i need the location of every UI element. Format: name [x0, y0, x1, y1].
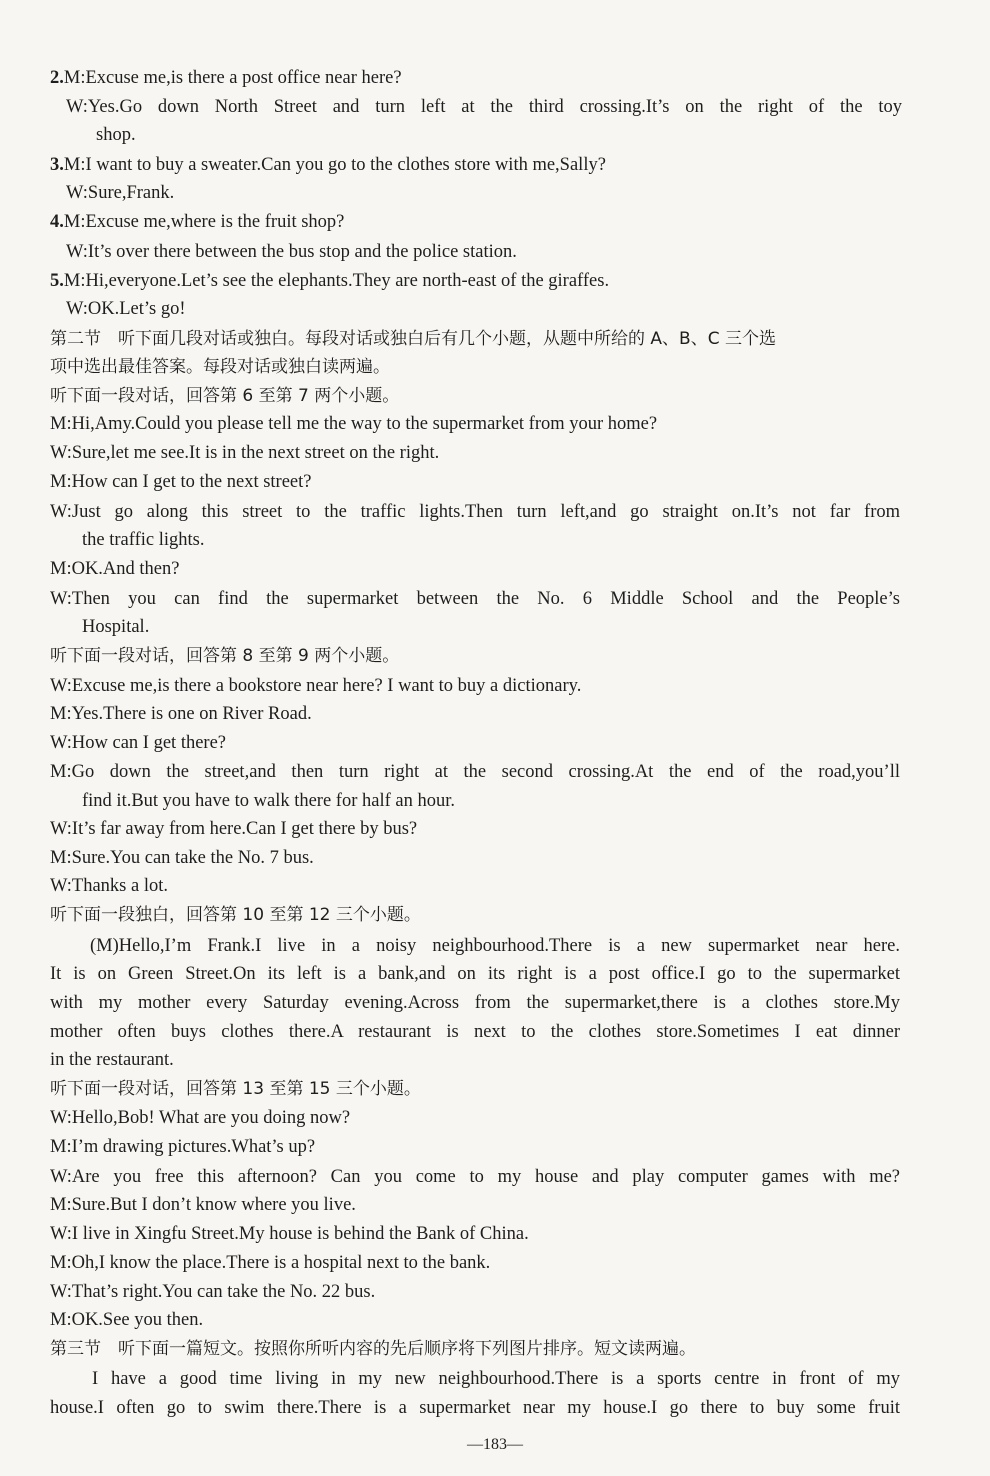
text-line [50, 1222, 529, 1246]
text-line [50, 1308, 203, 1332]
line-text: M:Go down the street,and then turn right at the second crossing.At the end of the road,you’ll [50, 762, 900, 782]
line-text: I have a good time living in my new neighbourhood.There is a sports centre in front of my [92, 1369, 900, 1389]
line-text: 听下面一段对话，回答第 8 至第 9 两个小题。 [50, 646, 400, 666]
text-line [50, 1251, 490, 1275]
line-text: M:OK.And then? [50, 559, 180, 579]
text-line [82, 528, 204, 552]
line-text: (M)Hello,I’m Frank.I live in a noisy neighbourhood.There is a new supermarket near here. [90, 936, 900, 956]
text-line [50, 1165, 900, 1189]
text-line [50, 1077, 421, 1101]
line-text: W:How can I get there? [50, 733, 227, 753]
line-text: W:OK.Let’s go! [66, 299, 186, 319]
text-line [66, 297, 186, 321]
text-line [50, 903, 421, 927]
line-text: with my mother every Saturday evening.Across from the supermarket,there is a clothes store.My [50, 993, 900, 1013]
text-line [50, 644, 399, 668]
text-line [50, 846, 314, 870]
line-text: W:I live in Xingfu Street.My house is behind the Bank of China. [50, 1224, 529, 1244]
text-line [50, 384, 399, 408]
line-text: M:I want to buy a sweater.Can you go to the clothes store with me,Sally? [63, 155, 606, 175]
text-line [50, 1135, 315, 1159]
line-text: Hospital. [82, 617, 150, 637]
text-line [50, 269, 609, 293]
text-line [50, 587, 900, 611]
text-line [82, 615, 149, 639]
text-line [50, 991, 900, 1015]
text-line [50, 1396, 900, 1420]
line-text: M:Hi,everyone.Let’s see the elephants.They are north-east of the giraffes. [63, 271, 610, 291]
question-number: 2. [50, 68, 64, 88]
text-line [50, 557, 179, 581]
line-text: 第三节 听下面一篇短文。按照你所听内容的先后顺序将下列图片排序。短文读两遍。 [50, 1339, 696, 1359]
text-line [50, 1280, 375, 1304]
text-line [50, 731, 226, 755]
text-line [66, 95, 902, 119]
line-text: W:Excuse me,is there a bookstore near here? I want to buy a dictionary. [50, 676, 582, 696]
text-line [50, 327, 776, 351]
line-text: W:Thanks a lot. [50, 876, 168, 896]
line-text: 第二节 听下面几段对话或独白。每段对话或独白后有几个小题，从题中所给的 A、B、C 三个选 [50, 329, 776, 349]
text-line [50, 1020, 900, 1044]
line-text: W:Are you free this afternoon? Can you come to my house and play computer games with me? [50, 1167, 900, 1187]
line-text: 听下面一段独白，回答第 10 至第 12 三个小题。 [50, 905, 421, 925]
line-text: house.I often go to swim there.There is a supermarket near my house.I go there to buy some fruit [50, 1398, 900, 1418]
line-text: find it.But you have to walk there for half an hour. [82, 791, 455, 811]
text-line [50, 1048, 174, 1072]
line-text: M:Excuse me,is there a post office near here? [63, 68, 402, 88]
text-line [50, 1106, 350, 1130]
line-text: shop. [96, 125, 136, 145]
text-line [82, 789, 455, 813]
question-number: 4. [50, 212, 64, 232]
text-line [50, 500, 900, 524]
question-number: 5. [50, 271, 64, 291]
text-line [50, 760, 900, 784]
line-text: M:Sure.You can take the No. 7 bus. [50, 848, 314, 868]
line-text: M:Sure.But I don’t know where you live. [50, 1195, 356, 1215]
line-text: W:Just go along this street to the traffic lights.Then turn left,and go straight on.It’s not far from [50, 502, 900, 522]
line-text: W:Sure,let me see.It is in the next street on the right. [50, 443, 440, 463]
line-text: It is on Green Street.On its left is a bank,and on its right is a post office.I go to the supermarket [50, 964, 900, 984]
line-text: W:That’s right.You can take the No. 22 bus. [50, 1282, 376, 1302]
line-text: M:Oh,I know the place.There is a hospital next to the bank. [50, 1253, 491, 1273]
line-text: M:I’m drawing pictures.What’s up? [50, 1137, 316, 1157]
line-text: W:Hello,Bob! What are you doing now? [50, 1108, 351, 1128]
text-line [50, 874, 168, 898]
line-text: W:Yes.Go down North Street and turn left at the third crossing.It’s on the right of the toy [66, 97, 902, 117]
line-text: in the restaurant. [50, 1050, 174, 1070]
text-line [50, 702, 312, 726]
line-text: M:Hi,Amy.Could you please tell me the way to the supermarket from your home? [50, 414, 658, 434]
line-text: M:OK.See you then. [50, 1310, 204, 1330]
line-text: M:Yes.There is one on River Road. [50, 704, 312, 724]
text-line [50, 962, 900, 986]
line-text: 项中选出最佳答案。每段对话或独白读两遍。 [50, 357, 390, 377]
text-line [50, 153, 606, 177]
page-number: —183— [467, 1436, 523, 1453]
line-text: W:It’s over there between the bus stop and the police station. [66, 242, 517, 262]
text-line [50, 674, 581, 698]
text-line [50, 1193, 356, 1217]
text-line [50, 1337, 696, 1361]
text-line [50, 412, 657, 436]
text-line [90, 934, 900, 958]
line-text: mother often buys clothes there.A restaurant is next to the clothes store.Sometimes I eat dinner [50, 1022, 900, 1042]
line-text: M:How can I get to the next street? [50, 472, 312, 492]
text-line [92, 1367, 900, 1391]
text-line [50, 66, 402, 90]
line-text: W:Then you can find the supermarket between the No. 6 Middle School and the People’s [50, 589, 900, 609]
text-line [96, 123, 136, 147]
text-line [66, 181, 174, 205]
text-line [50, 817, 417, 841]
line-text: 听下面一段对话，回答第 13 至第 15 三个小题。 [50, 1079, 421, 1099]
line-text: W:Sure,Frank. [66, 183, 175, 203]
text-line [50, 355, 390, 379]
line-text: M:Excuse me,where is the fruit shop? [63, 212, 345, 232]
line-text: the traffic lights. [82, 530, 205, 550]
text-line [50, 441, 439, 465]
text-line [50, 210, 344, 234]
text-line [66, 240, 517, 264]
line-text: W:It’s far away from here.Can I get there by bus? [50, 819, 418, 839]
text-line [50, 470, 311, 494]
line-text: 听下面一段对话，回答第 6 至第 7 两个小题。 [50, 386, 400, 406]
question-number: 3. [50, 155, 64, 175]
